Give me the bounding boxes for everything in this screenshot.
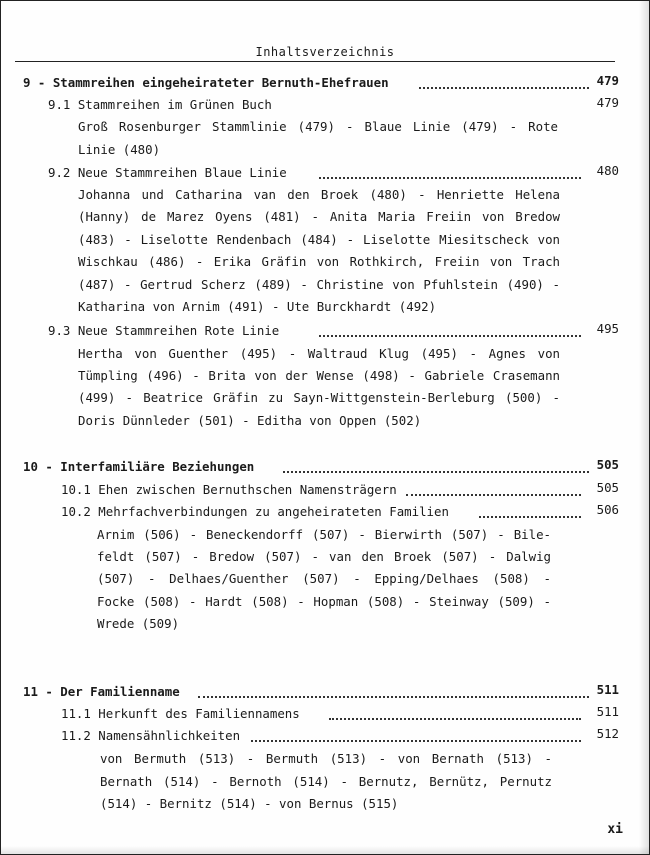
section-11-1-page: 511 [596, 704, 619, 719]
toc-entry-line: Groß Rosenburger Stammlinie (479) - Blaue Linie (479) - Rote [78, 119, 558, 134]
toc-entry-line: (507) - Delhaes/Guenther (507) - Epping/Delhaes (508) - [97, 571, 551, 586]
leader-dots [406, 494, 581, 496]
toc-entry-line: Wrede (509) [97, 616, 180, 631]
section-9-title: 9 - Stammreihen eingeheirateter Bernuth-Ehefrauen [23, 75, 389, 90]
section-11-title: 11 - Der Familienname [23, 684, 180, 699]
section-10-page: 505 [596, 457, 619, 472]
leader-dots [419, 87, 589, 89]
section-10-1-page: 505 [596, 480, 619, 495]
page-edge-shadow [1, 846, 649, 854]
leader-dots [319, 177, 581, 179]
section-11-page: 511 [596, 682, 619, 697]
toc-entry-line: Katharina von Arnim (491) - Ute Burckhardt (492) [78, 299, 437, 314]
toc-entry-line: Hertha von Guenther (495) - Waltraud Klug (495) - Agnes von [78, 346, 560, 361]
section-10-2-page: 506 [596, 502, 619, 517]
section-9-2-title: 9.2 Neue Stammreihen Blaue Linie [48, 165, 287, 180]
toc-entry-line: feldt (507) - Bredow (507) - van den Broek (507) - Dalwig [97, 549, 551, 564]
leader-dots [251, 740, 581, 742]
toc-entry-line: (Hanny) de Marez Oyens (481) - Anita Maria Freiin von Bredow [78, 209, 560, 224]
page-number: xi [607, 822, 623, 837]
toc-entry-line: (487) - Gertrud Scherz (489) - Christine von Pfuhlstein (490) - [78, 277, 560, 292]
leader-dots [329, 718, 581, 720]
toc-entry-line: Linie (480) [78, 142, 161, 157]
toc-entry-line: von Bermuth (513) - Bermuth (513) - von Bernath (513) - [100, 751, 552, 766]
toc-entry-line: (499) - Beatrice Gräfin zu Sayn-Wittgenstein-Berleburg (500) - [78, 390, 560, 405]
section-9-3-title: 9.3 Neue Stammreihen Rote Linie [48, 323, 280, 338]
toc-entry-line: Wischkau (486) - Erika Gräfin von Rothkirch, Freiin von Trach [78, 254, 560, 269]
section-11-2-page: 512 [596, 726, 619, 741]
section-9-2-page: 480 [596, 163, 619, 178]
toc-entry-line: (514) - Bernitz (514) - von Bernus (515) [100, 796, 399, 811]
leader-dots [198, 696, 589, 698]
section-10-2-title: 10.2 Mehrfachverbindungen zu angeheirateten Familien [61, 504, 449, 519]
header-rule [15, 61, 615, 62]
toc-entry-line: Doris Dünnleder (501) - Editha von Oppen (502) [78, 413, 422, 428]
toc-entry-line: Focke (508) - Hardt (508) - Hopman (508) - Steinway (509) - [97, 594, 551, 609]
leader-dots [479, 516, 581, 518]
section-11-1-title: 11.1 Herkunft des Familiennamens [61, 706, 300, 721]
toc-entry-line: Tümpling (496) - Brita von der Wense (498) - Gabriele Crasemann [78, 368, 560, 383]
section-11-2-title: 11.2 Namensähnlichkeiten [61, 728, 241, 743]
toc-entry-line: Johanna und Catharina van den Broek (480) - Henriette Helena [78, 187, 560, 202]
section-9-3-page: 495 [596, 321, 619, 336]
leader-dots [319, 335, 581, 337]
toc-entry-line: Arnim (506) - Beneckendorff (507) - Bierwirth (507) - Bile- [97, 527, 551, 542]
section-10-title: 10 - Interfamiliäre Beziehungen [23, 459, 255, 474]
section-9-1-page: 479 [596, 95, 619, 110]
toc-entry-line: (483) - Liselotte Rendenbach (484) - Liselotte Miesitscheck von [78, 232, 560, 247]
leader-dots [283, 471, 589, 473]
section-9-1-title: 9.1 Stammreihen im Grünen Buch [48, 97, 272, 112]
section-10-1-title: 10.1 Ehen zwischen Bernuthschen Namensträgern [61, 482, 397, 497]
page-edge-shadow [639, 1, 649, 854]
section-9-page: 479 [596, 73, 619, 88]
toc-entry-line: Bernath (514) - Bernoth (514) - Bernutz, Bernütz, Pernutz [100, 774, 552, 789]
running-header: Inhaltsverzeichnis [255, 45, 395, 59]
